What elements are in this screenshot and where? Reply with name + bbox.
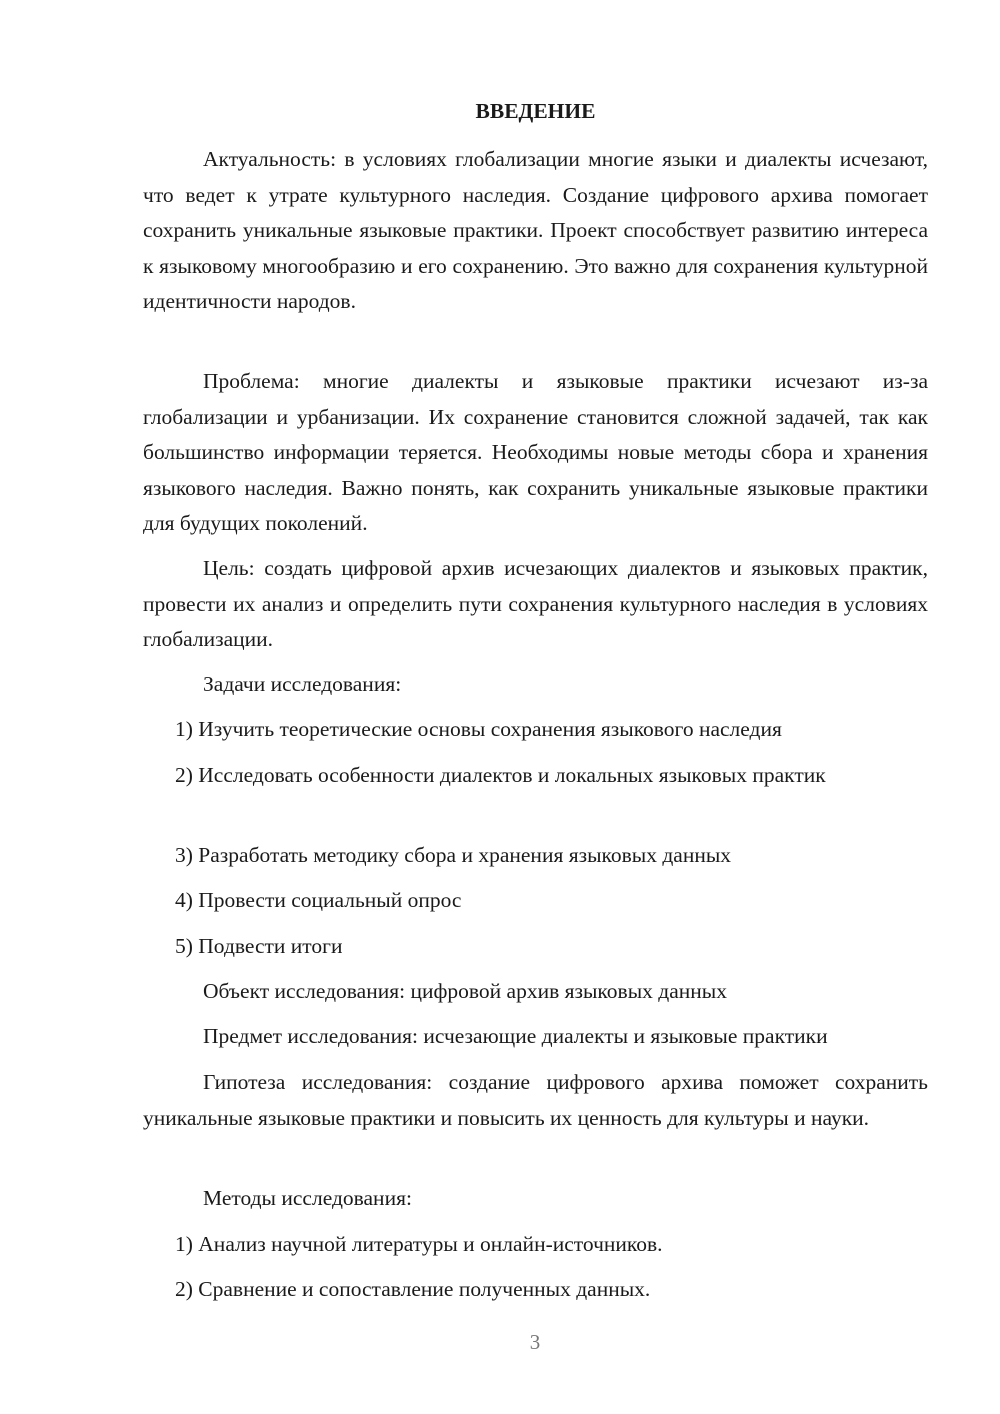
task-item-4: 4) Провести социальный опрос [175,888,462,912]
goal-paragraph: Цель: создать цифровой архив исчезающих диалектов и языковых практик, провести их анализ и определить пути сохранения культурного наследия в условиях глобализации. [143,556,928,651]
task-item-2: 2) Исследовать особенности диалектов и локальных языковых практик [175,763,826,787]
hypothesis-paragraph: Гипотеза исследования: создание цифрового архива поможет сохранить уникальные языковые практики и повысить их ценность для культуры и науки. [143,1070,928,1130]
relevance-paragraph: Актуальность: в условиях глобализации многие языки и диалекты исчезают, что ведет к утрате культурного наследия. Создание цифрового архива помогает сохранить уникальные языковые практики. Проект способствует развитию интереса к языковому многообразию и его сохранению. Это важно для сохранения культурной идентичности народов. [143,147,928,313]
tasks-title: Задачи исследования: [203,672,402,696]
page-number: 3 [529,1330,541,1354]
task-item-5: 5) Подвести итоги [175,934,343,958]
task-item-1: 1) Изучить теоретические основы сохранения языкового наследия [175,717,782,741]
section-heading: ВВЕДЕНИЕ [475,99,596,123]
methods-title: Методы исследования: [203,1186,412,1210]
method-item-2: 2) Сравнение и сопоставление полученных данных. [175,1277,651,1301]
task-item-3: 3) Разработать методику сбора и хранения языковых данных [175,843,732,867]
object-paragraph: Объект исследования: цифровой архив языковых данных [203,979,727,1003]
problem-paragraph: Проблема: многие диалекты и языковые практики исчезают из-за глобализации и урбанизации. Их сохранение становится сложной задачей, так как большинство информации теряется. Необходимы новые методы сбора и хранения языкового наследия. Важно понять, как сохранить уникальные языковые практики для будущих поколений. [143,369,928,535]
subject-paragraph: Предмет исследования: исчезающие диалекты и языковые практики [203,1024,828,1048]
method-item-1: 1) Анализ научной литературы и онлайн-источников. [175,1232,663,1256]
